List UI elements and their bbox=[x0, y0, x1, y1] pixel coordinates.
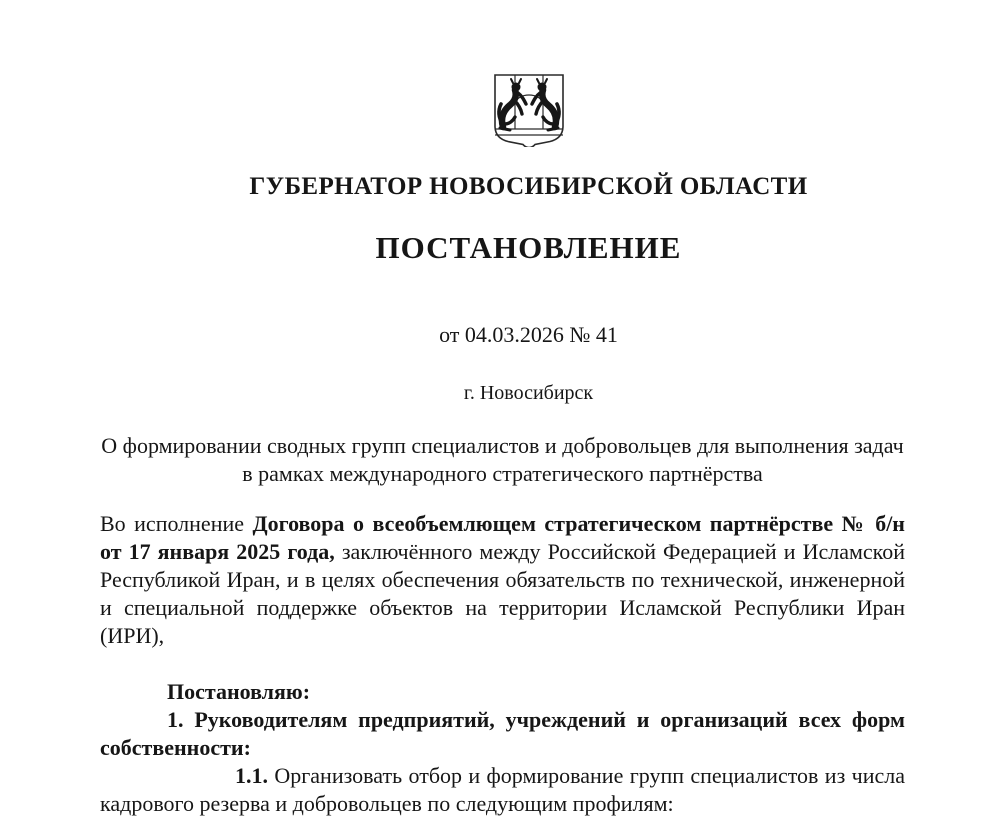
document-type-heading: ПОСТАНОВЛЕНИЕ bbox=[375, 230, 682, 265]
item-1-1-paragraph bbox=[100, 762, 905, 818]
authority-name-heading: ГУБЕРНАТОР НОВОСИБИРСКОЙ ОБЛАСТИ bbox=[249, 173, 808, 200]
coat-of-arms bbox=[487, 73, 571, 147]
date-number-line: от 04.03.2026 № 41 bbox=[439, 322, 618, 347]
preamble-paragraph bbox=[100, 510, 905, 650]
preamble-lead: Во исполнение bbox=[100, 511, 253, 536]
document-body bbox=[0, 432, 1001, 818]
document-letterhead bbox=[0, 73, 1001, 407]
novosibirsk-oblast-emblem-icon bbox=[487, 73, 571, 147]
item-1-1-text: Организовать отбор и формирование групп специалистов из числа кадрового резерва и добровольцев по следующим профилям: bbox=[100, 763, 905, 816]
item-1-paragraph: 1. Руководителям предприятий, учреждений и организаций всех форм собственности: bbox=[100, 707, 905, 760]
city-line: г. Новосибирск bbox=[463, 382, 594, 404]
item-1-1-number: 1.1. bbox=[235, 763, 268, 788]
preamble-rest: заключённого между Российской Федерацией и Исламской Республикой Иран, и в целях обеспечения обязательств по технической, инженерной и специальной поддержке объектов на территории Исламской Республики Иран (ИРИ), bbox=[100, 539, 906, 648]
document-title: О формировании сводных групп специалистов и добровольцев для выполнения задач в рамках международного стратегического партнёрства bbox=[101, 433, 904, 486]
resolution-word: Постановляю: bbox=[167, 679, 311, 704]
treaty-reference: Договора о всеобъемлющем стратегическом партнёрстве № б/н от 17 января 2025 года, bbox=[100, 511, 905, 564]
